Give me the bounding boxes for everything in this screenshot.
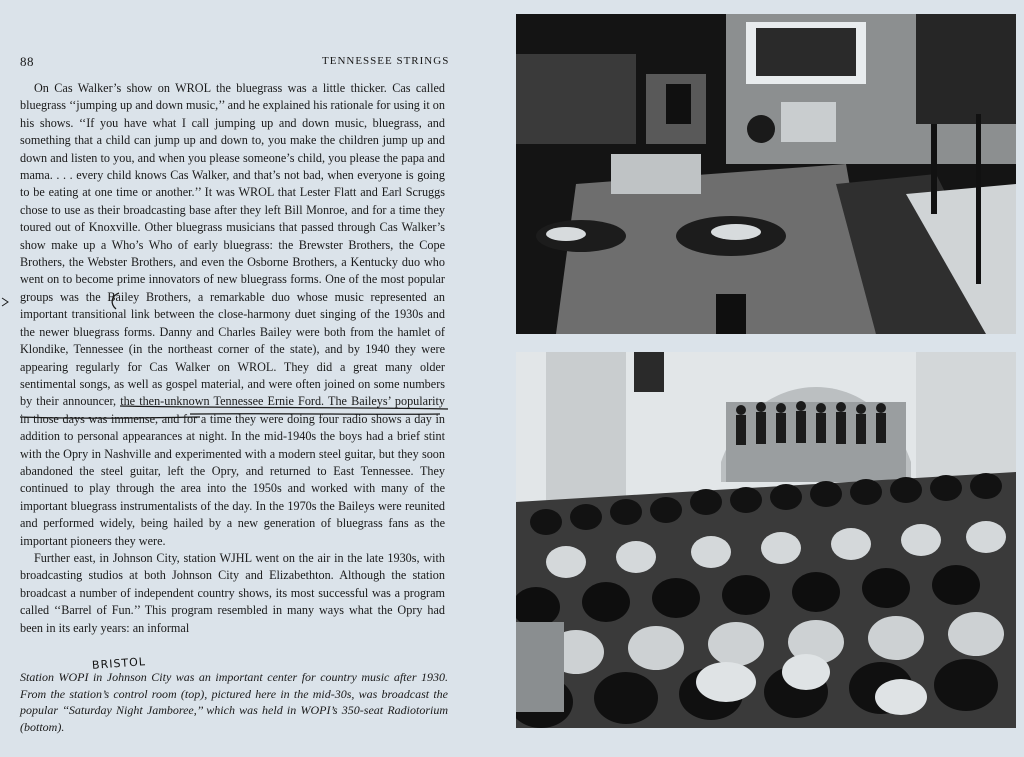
paragraph-cas-walker: On Cas Walker’s show on WROL the bluegrass was a little thicker. Cas called bluegrass ‘‘jumping up and down music,’’ and he explained his rationale for using it on his shows. ‘‘If you have what I call jumping up and down music, bluegrass, and something that a child can jump up and down to, you make the children jump up and down and listen to you, and when you please someone’s child, you please the papa and mama. . . . every child knows Cas Walker, and that’s not bad, when everyone is going to be eating at one time or another.’’ It was WROL that Lester Flatt and Earl Scruggs chose to use as their broadcasting base after they left Bill Monroe, and for a time they toured out of Knoxville. Other bluegrass musicians that passed through Cas Walker’s show make up a Who’s Who of early bluegrass: the Brewster Brothers, the Cope Brothers, the Webster Brothers, and even the Osborne Brothers, a Kentucky duo who went on to become prime innovators of new bluegrass forms. One of the most popular groups was the Bailey Brothers, a remarkable duo whose music represented an important transitional link between the close-harmony duet singing of the 1930s and the newer bluegrass forms. Danny and Charles Bailey were both from the hamlet of Klondike, Tennessee (in the northeast corner of the state), and by 1940 they were appearing regularly for Cas Walker on WROL. They did a great many older sentimental songs, as well as gospel material, and were often joined on some numbers by their announcer, the then-unknown Tennessee Ernie Ford. The Baileys’ popularity in those days was immense, and for a time they were doing four radio shows a day in addition to personal appearances at night. In the mid-1940s the boys had a brief stint with the Opry in Nashville and experimented with a modern steel guitar, but they soon abandoned the steel guitar, left the Opry, and returned to East Tennessee. They continued to play through the area into the 1950s and worked with many of the important bluegrass instrumentalists of the day. In the 1970s the Baileys were reunited and performed widely, being hailed by a new generation of bluegrass fans as the important pioneers they were. (20, 81, 445, 548)
radiotorium-illustration (516, 352, 1016, 728)
handwritten-note: BRISTOL (91, 655, 147, 672)
photo-caption (20, 669, 448, 735)
page-number: 88 (20, 54, 34, 69)
caption-text: Station WOPI in Johnson City was an important center for country music after 1930. From the station’s control room (top), pictured here in the mid-30s, was broadcast the popular ‘‘Saturday Night Jamboree,’’ which was held in WOPI’s 350-seat Radiotorium (bottom). (20, 670, 448, 734)
running-head: TENNESSEE STRINGS (322, 55, 450, 67)
handwritten-underline-mark (20, 405, 450, 431)
control-room-photo (516, 14, 1016, 334)
control-room-illustration (516, 14, 1016, 334)
handwritten-bracket-mark (107, 292, 121, 310)
radiotorium-audience-photo (516, 352, 1016, 728)
paragraph-johnson-city: Further east, in Johnson City, station WJHL went on the air in the late 1930s, with broadcasting studios at both Johnson City and Elizabethton. Although the station broadcast a number of independent country shows, its most successful was a program called ‘‘Barrel of Fun.’’ This program resembled in many ways what the Opry had been in its early years: an informal (20, 550, 445, 635)
body-text (20, 80, 445, 637)
margin-arrow-mark (1, 297, 9, 307)
